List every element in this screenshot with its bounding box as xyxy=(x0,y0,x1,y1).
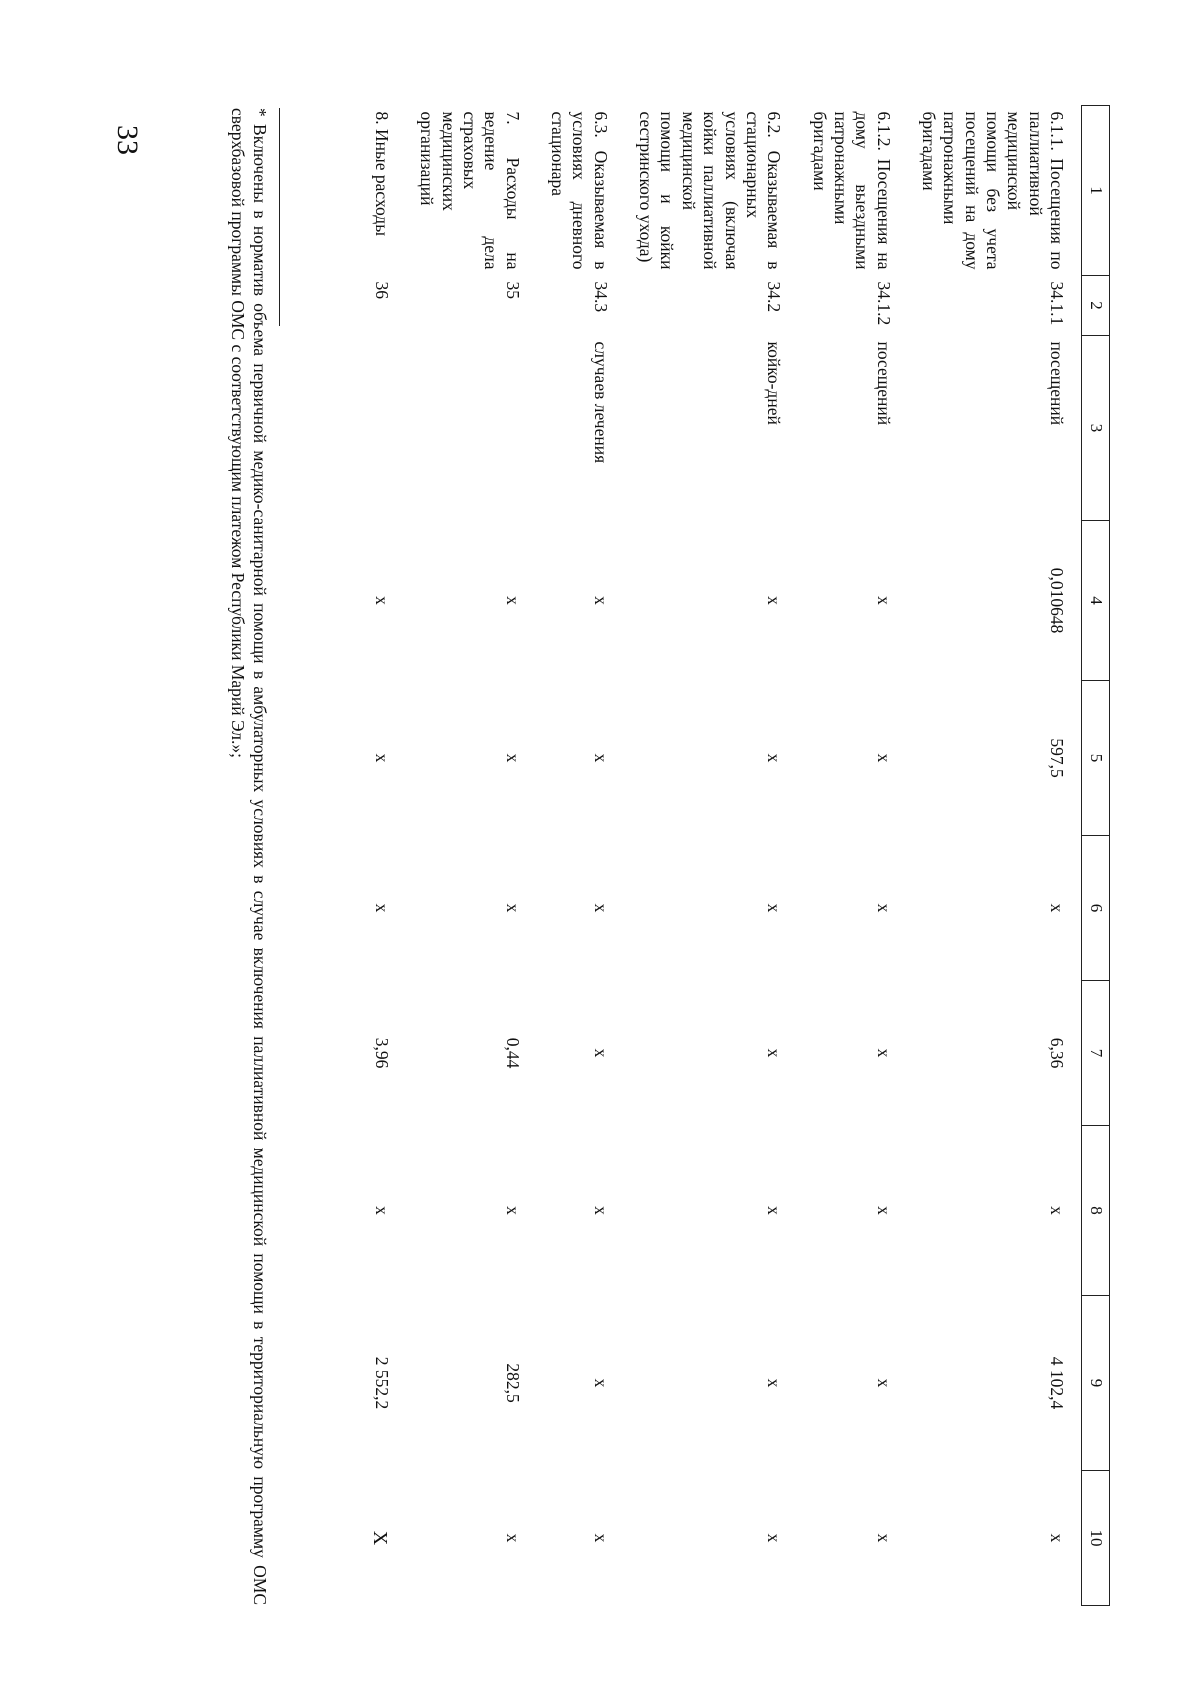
cell-col5: х xyxy=(590,753,611,763)
column-header: 2 xyxy=(1082,276,1110,336)
row-code: 34.2 xyxy=(764,281,785,313)
cell-col7: 0,44 xyxy=(502,1037,523,1069)
cell-col8: х xyxy=(873,1206,894,1215)
cell-col7: х xyxy=(873,1048,894,1058)
row-code: 34.3 xyxy=(590,281,611,313)
cell-col8: х xyxy=(590,1206,611,1215)
row-label: 6.2. Оказываемая в стационарных условиях (включая койки паллиативной медицинской помощи и койки сестринского ухода) xyxy=(636,111,785,270)
tariff-table xyxy=(358,105,1110,1606)
column-header: 6 xyxy=(1082,836,1110,981)
table-row xyxy=(798,106,907,1606)
cell-col8: х xyxy=(372,1206,393,1215)
table-row xyxy=(358,106,406,1606)
cell-col7: х xyxy=(590,1048,611,1058)
row-label: 6.3. Оказываемая в условиях дневного стационара xyxy=(548,111,611,270)
row-unit xyxy=(358,336,406,521)
cell-col6: х xyxy=(764,903,785,913)
cell-col8: х xyxy=(1047,1206,1067,1215)
table-row xyxy=(537,106,625,1606)
cell-col7: х xyxy=(764,1048,785,1058)
cell-col4: х xyxy=(590,596,611,605)
cell-col9: 282,5 xyxy=(502,1363,523,1403)
row-label: 8. Иные расходы xyxy=(372,111,393,236)
row-unit: посещений xyxy=(873,341,894,426)
row-label: 6.1.1. Посещения по паллиативной медицинской помощи без учета посещений на дому патронажными бригадами xyxy=(918,111,1067,270)
cell-col6: х xyxy=(372,903,393,913)
cell-col10: х xyxy=(873,1533,894,1543)
cell-col10: х xyxy=(764,1533,785,1543)
cell-col4: 0,010648 xyxy=(1047,567,1067,634)
table-row xyxy=(908,106,1082,1606)
row-code: 34.1.1 xyxy=(1047,281,1067,326)
row-code: 34.1.2 xyxy=(873,281,894,326)
cell-col6: х xyxy=(590,903,611,913)
footnote: * Включены в норматив объема первичной медико-санитарной помощи в амбулаторных условиях в случае включения паллиативной медицинской помощи в территориальную программу ОМС сверхбазовой программы ОМС с соответствующим платежом Республики Марий Эл.»; xyxy=(228,108,270,1605)
cell-col8: х xyxy=(764,1206,785,1215)
cell-col4: х xyxy=(372,596,393,605)
cell-col5: х xyxy=(502,753,523,763)
row-code: 35 xyxy=(502,281,523,299)
cell-col5: х xyxy=(873,753,894,763)
cell-col10: х xyxy=(502,1533,523,1543)
cell-col6: х xyxy=(1047,903,1067,913)
column-header: 8 xyxy=(1082,1126,1110,1296)
column-header: 9 xyxy=(1082,1296,1110,1471)
cell-col8: х xyxy=(502,1206,523,1215)
row-code: 36 xyxy=(372,281,393,299)
cell-col10: х xyxy=(590,1533,611,1543)
row-label: 7. Расходы на ведение дела страховых медицинских организаций xyxy=(417,111,523,270)
cell-col6: х xyxy=(873,903,894,913)
column-header: 7 xyxy=(1082,981,1110,1126)
table-header xyxy=(1082,106,1110,1606)
cell-col10: X xyxy=(369,1530,392,1546)
cell-col5: х xyxy=(372,753,393,763)
cell-col5: 597,5 xyxy=(1047,738,1067,778)
cell-col7: 3,96 xyxy=(372,1037,393,1069)
page-number: 33 xyxy=(111,125,144,155)
cell-col4: х xyxy=(502,596,523,605)
column-header: 3 xyxy=(1082,336,1110,521)
column-header: 10 xyxy=(1082,1471,1110,1606)
cell-col9: х xyxy=(590,1378,611,1388)
cell-col4: х xyxy=(873,596,894,605)
cell-col7: 6,36 xyxy=(1047,1037,1067,1069)
column-header: 4 xyxy=(1082,521,1110,681)
table-row xyxy=(406,106,537,1606)
column-header: 5 xyxy=(1082,681,1110,836)
row-unit xyxy=(406,336,537,521)
column-header: 1 xyxy=(1082,106,1110,276)
row-unit: койко-дней xyxy=(764,341,785,425)
cell-col5: х xyxy=(764,753,785,763)
footnote-separator xyxy=(279,108,280,326)
row-label: 6.1.2. Посещения на дому выездными патронажными бригадами xyxy=(809,111,894,270)
cell-col4: х xyxy=(764,596,785,605)
row-unit: посещений xyxy=(1047,341,1067,426)
cell-col9: х xyxy=(764,1378,785,1388)
cell-col9: 4 102,4 xyxy=(1047,1356,1067,1410)
table-row xyxy=(625,106,798,1606)
cell-col9: 2 552,2 xyxy=(372,1356,393,1410)
row-unit: случаев лечения xyxy=(590,341,611,464)
cell-col9: х xyxy=(873,1378,894,1388)
cell-col6: х xyxy=(502,903,523,913)
cell-col10: х xyxy=(1047,1533,1067,1543)
